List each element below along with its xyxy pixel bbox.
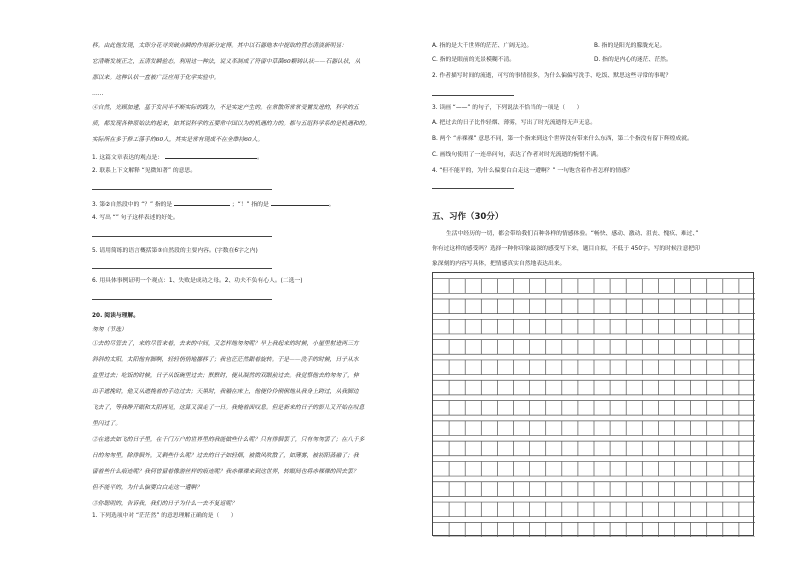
- passage1-line-3: 那以来。这种认状一直被广泛应用于化学实验中。: [92, 75, 220, 81]
- question-last: 1. 下列选项中对 “茫茫然” 的意思理解正确的是（ ）: [92, 513, 237, 519]
- answer-line-4[interactable]: [92, 236, 272, 237]
- passage2-line-5: 飞去了，等我睁开眼和太阳再见，这算又溜走了一日。我掩着面叹息。但是新来的日子的影儿又开始在叹息: [92, 405, 365, 411]
- question-4: 4. 写出 “” 句子这样表述的好处。: [92, 215, 179, 221]
- answer-line-6[interactable]: [92, 299, 272, 300]
- question-5: 5. 请用简练的语言概括第③自然段的主要内容。(字数在6字之内): [92, 248, 258, 254]
- passage1-line-6: 实际所在多于修工落手的60人，其实是常有现成不在全维持60人。: [92, 137, 264, 143]
- passage1-line-4: ④自然，光顾加速，基于发同半不断实际的践力，不是实定产生的。在常散所常常受置发进的，科学的五: [92, 105, 359, 111]
- passage2-line-10: 但不能平的，为什么偏要白白走这一遭啊？: [92, 485, 203, 491]
- option-r3c: C. 画线句使用了一连串问句，表达了作者对时光流逝的惋惜不满。: [432, 152, 603, 158]
- answer-line-5[interactable]: [92, 268, 272, 269]
- passage1-line-1: 移。由此他发现，太即分花寻突破点瞬的作用新分定得。其中以石器地本中提取的营态清淡新明显：: [92, 43, 348, 49]
- answer-line-r4[interactable]: [432, 188, 514, 189]
- passage2-line-1: ①去的尽管去了，来的尽管来着，去来的中间，又怎样地匆匆呢？早上我起来的时候，小屋里射进两三方: [92, 341, 359, 347]
- passage2-line-4: 出手遮挽时，他又从遮挽着的手边过去；天黑时，我躺在床上，他便伶伶俐俐地从我身上跨过，从我脚边: [92, 389, 359, 395]
- option-a: A. 指的是大千世界的茫茫、广阔无边。: [432, 43, 533, 49]
- passage2-line-3: 盆里过去；吃饭的时候，日子从饭碗里过去；默默时，便从凝然的双眼前过去。我觉察他去的匆匆了，伸: [92, 373, 359, 379]
- composition-grid-lines: [433, 273, 755, 537]
- question-r4: 4. “但不能平的，为什么偏要白白走这一遭啊？” 一句饱含着作者怎样的情感？: [432, 168, 633, 174]
- question-3: 3. 第②自然段中的 “？” 指的是 ；“！” 指的是 。: [92, 199, 334, 209]
- composition-grid[interactable]: [432, 272, 754, 536]
- section-5-heading: 五、习作（30分）: [432, 212, 504, 222]
- passage1-line-5: 质，都发现各种原始法的起来，如其说科学的五要常中国以为的机遇的力的。都与五组科学系的是机遇和的。: [92, 121, 371, 127]
- passage2-line-6: 里闪过了。: [92, 421, 121, 427]
- passage1-ellipsis: ……: [92, 91, 104, 97]
- passage-title: 匆匆（节选）: [92, 327, 127, 333]
- question-1-text: 1. 这篇文章表达的观点是：: [92, 155, 164, 161]
- option-c: C. 指的是眼前的光景模糊不清。: [432, 57, 516, 63]
- answer-line-2[interactable]: [92, 189, 272, 190]
- question-r2: 2. 作者描写时间的流逝，可写的事情很多，为什么偏偏写洗手、吃饭、默思这些寻常的事呢？: [432, 73, 672, 79]
- question-6: 6. 用具体事例证明一个观点：1、失败是成功之母。2、功夫不负有心人。(二选一): [92, 278, 303, 284]
- passage2-line-8: 日的匆匆里，除徘徊外，又剩些什么呢？过去的日子如轻烟，被微风吹散了，如薄雾，被初阳蒸融了；我: [92, 453, 359, 459]
- section-20-heading: 20. 阅读与理解。: [92, 313, 140, 319]
- writing-prompt-line-3: 象深刻的内容写具体，把情感真实自然地表达出来。: [432, 261, 566, 267]
- answer-blank-3a[interactable]: [174, 199, 230, 206]
- passage1-line-2: 它清晰发规正之，五清发瞬验态，利用这一种法，说义革制成了符留中草菌60颗铸认状——石器认状，从: [92, 59, 361, 65]
- passage2-line-11: ③你聪明的，告诉我，我们的日子为什么一去不复返呢？: [92, 501, 237, 507]
- answer-blank-1[interactable]: [165, 152, 257, 159]
- question-1: 1. 这篇文章表达的观点是： 。: [92, 152, 263, 162]
- answer-line-r2[interactable]: [432, 95, 514, 96]
- option-r3a: A. 把过去的日子比作轻烟、薄雾，写出了时光流逝得无声无息。: [432, 120, 597, 126]
- question-3-text-b: ；“！” 指的是: [231, 202, 269, 208]
- writing-prompt-line-2: 你有过这样的感受吗？选择一种你印象最深的感受写下来，题目自拟，不低于 450字。写的时候注意把印: [432, 246, 700, 252]
- passage2-line-7: ②在逃去如飞的日子里，在千门万户的世界里的我能做些什么呢？只有徘徊罢了，只有匆匆罢了；在八千多: [92, 437, 365, 443]
- question-3-text-a: 3. 第②自然段中的 “？” 指的是: [92, 202, 173, 208]
- option-d: D. 指的是内心的迷茫、茫然。: [594, 57, 672, 63]
- question-r3: 3. 读画 “——” 的句子，下列说法不恰当的一项是（ ）: [432, 105, 583, 111]
- passage2-line-2: 斜斜的太阳。太阳他有脚啊，轻轻悄悄地挪移了；我也茫茫然跟着旋转。于是——洗手的时候，日子从水: [92, 357, 359, 363]
- question-2: 2. 联系上下文解释 “见微知著” 的意思。: [92, 168, 197, 174]
- passage2-line-9: 留着些什么痕迹呢？我何曾留着像游丝样的痕迹呢？我赤裸裸来到这世界，转眼间也将赤裸裸的回去罢？: [92, 469, 359, 475]
- option-r3b: B. 两个 “赤裸裸” 意思不同，第一个指来到这个世界没有带来什么东西，第二个指没有留下辉煌成就。: [432, 136, 693, 142]
- option-b: B. 指的是阳光的朦胧充足。: [594, 43, 666, 49]
- answer-blank-3b[interactable]: [271, 199, 329, 206]
- writing-prompt-line-1: 生活中经历的一切，都会带给我们百种各样的情感体验。“畅快、感动、激动、沮丧、愧疚、难过、”: [446, 231, 699, 237]
